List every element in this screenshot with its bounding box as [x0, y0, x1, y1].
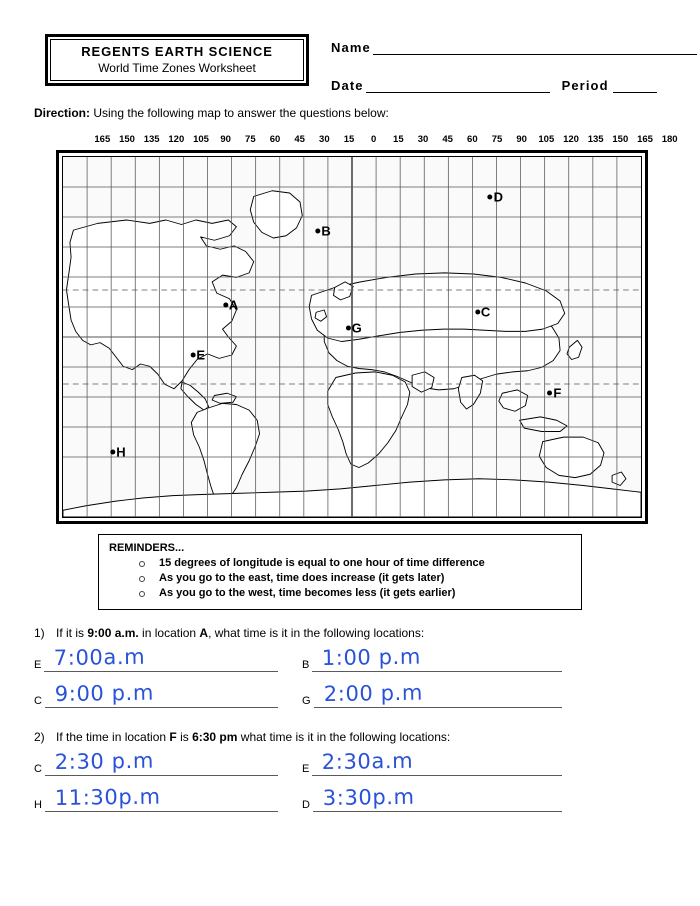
- answer-handwritten-value: 2:30 p.m: [54, 748, 155, 774]
- period-input[interactable]: [613, 79, 657, 93]
- title-box-inner: [50, 39, 304, 81]
- longitude-axis: [90, 134, 682, 150]
- direction-line: [34, 106, 389, 120]
- answer-input-q1-c[interactable]: [45, 680, 278, 708]
- question-1-answers: [34, 646, 674, 708]
- answer-handwritten-value: 2:30a.m: [322, 748, 414, 774]
- longitude-tick: 60: [269, 134, 281, 145]
- longitude-tick: 15: [393, 134, 404, 145]
- longitude-tick: 45: [294, 134, 305, 145]
- marker-label: F: [553, 385, 562, 401]
- prompt-part: is: [176, 730, 193, 744]
- longitude-tick: 180: [661, 134, 678, 145]
- question-2-prompt: [34, 730, 674, 744]
- answer-location-label: C: [34, 695, 42, 707]
- longitude-tick: 120: [168, 134, 185, 145]
- map-frame: [56, 150, 648, 524]
- longitude-tick: 150: [612, 134, 629, 145]
- question-1-number: 1): [34, 626, 45, 640]
- question-2-number: 2): [34, 730, 45, 744]
- longitude-tick: 165: [94, 134, 111, 145]
- longitude-tick: 150: [119, 134, 135, 145]
- answer-handwritten-value: 11:30p.m: [54, 784, 161, 810]
- world-map: [34, 134, 678, 532]
- prompt-part: in location: [138, 626, 200, 640]
- marker-label: A: [228, 297, 239, 313]
- worksheet-subtitle: World Time Zones Worksheet: [98, 61, 256, 75]
- name-row: [331, 40, 697, 55]
- date-row: [331, 78, 657, 93]
- name-label: Name: [331, 40, 371, 55]
- longitude-tick: 105: [538, 134, 555, 145]
- prompt-part: , what time is it in the following locations:: [208, 626, 425, 640]
- longitude-tick: 30: [417, 134, 429, 145]
- answer-input-q2-c[interactable]: [45, 748, 278, 776]
- longitude-tick: 120: [563, 134, 579, 145]
- answer-input-q2-d[interactable]: [313, 784, 562, 812]
- answer-input-q2-h[interactable]: [45, 784, 278, 812]
- answer-row-g: [302, 682, 562, 708]
- longitude-tick: 45: [442, 134, 453, 145]
- question-2-text: [56, 730, 450, 744]
- answer-location-label: E: [302, 763, 310, 775]
- longitude-tick: 0: [371, 134, 377, 145]
- answer-row-c: [34, 750, 278, 776]
- reminders-box: [98, 534, 582, 610]
- longitude-tick: 165: [637, 134, 653, 145]
- answer-handwritten-value: 9:00 p.m: [54, 680, 155, 706]
- prompt-part: what time is it in the following locations:: [237, 730, 451, 744]
- reminder-item: 15 degrees of longitude is equal to one hour of time difference: [109, 556, 571, 571]
- answer-location-label: C: [34, 763, 42, 775]
- marker-label: E: [196, 347, 206, 363]
- question-1-text: [56, 626, 424, 640]
- direction-text: Using the following map to answer the questions below:: [90, 106, 389, 120]
- question-1-prompt: [34, 626, 674, 640]
- answer-handwritten-value: 1:00 p.m: [322, 644, 422, 670]
- prompt-emphasis: F: [169, 730, 177, 744]
- reminder-item: As you go to the east, time does increase (it gets later): [109, 571, 571, 586]
- marker-label: D: [493, 189, 504, 205]
- answer-input-q1-b[interactable]: [312, 644, 562, 672]
- prompt-emphasis: A: [199, 626, 209, 640]
- longitude-tick: 75: [491, 134, 503, 145]
- answer-location-label: H: [34, 799, 42, 811]
- period-label: Period: [561, 78, 609, 93]
- prompt-part: If it is: [56, 626, 88, 640]
- worksheet-title: REGENTS EARTH SCIENCE: [81, 44, 273, 59]
- answer-handwritten-value: 3:30p.m: [322, 784, 415, 810]
- date-input[interactable]: [366, 79, 550, 93]
- answer-location-label: E: [34, 659, 42, 671]
- marker-label: H: [116, 444, 126, 460]
- worksheet-header: [0, 0, 700, 120]
- answer-handwritten-value: 7:00a.m: [54, 644, 146, 670]
- answer-location-label: G: [302, 695, 311, 707]
- longitude-tick: 15: [343, 134, 355, 145]
- answer-row-b: [302, 646, 562, 672]
- reminders-list: [109, 556, 571, 601]
- longitude-tick: 90: [220, 134, 231, 145]
- longitude-tick: 75: [245, 134, 256, 145]
- answer-input-q1-g[interactable]: [314, 680, 562, 708]
- answer-input-q1-e[interactable]: [44, 644, 278, 672]
- answer-location-label: D: [302, 799, 310, 811]
- answer-row-e: [34, 646, 278, 672]
- answer-row-c: [34, 682, 278, 708]
- reminders-title: REMINDERS...: [109, 542, 185, 554]
- name-input[interactable]: [373, 41, 697, 55]
- longitude-tick: 90: [516, 134, 527, 145]
- longitude-tick: 135: [587, 134, 604, 145]
- prompt-emphasis: 6:30 pm: [192, 730, 238, 744]
- prompt-emphasis: 9:00 a.m.: [87, 626, 139, 640]
- answer-handwritten-value: 2:00 p.m: [323, 680, 423, 706]
- prompt-part: If the time in location: [56, 730, 170, 744]
- marker-label: B: [321, 223, 331, 239]
- answer-row-e: [302, 750, 562, 776]
- marker-label: C: [480, 304, 491, 320]
- answer-row-h: [34, 786, 278, 812]
- direction-prefix: Direction:: [34, 106, 91, 120]
- question-1: [34, 626, 674, 708]
- map-graphic: [63, 157, 641, 517]
- question-2-answers: [34, 750, 674, 812]
- date-label: Date: [331, 78, 364, 93]
- reminder-item: As you go to the west, time becomes less (it gets earlier): [109, 586, 571, 601]
- title-box: [45, 34, 309, 86]
- marker-label: G: [351, 320, 362, 336]
- map-canvas: [62, 156, 642, 518]
- question-2: [34, 730, 674, 812]
- longitude-tick: 60: [467, 134, 478, 145]
- answer-row-d: [302, 786, 562, 812]
- longitude-tick: 135: [143, 134, 160, 145]
- answer-location-label: B: [302, 659, 310, 671]
- longitude-tick: 105: [193, 134, 209, 145]
- answer-input-q2-e[interactable]: [312, 748, 562, 776]
- longitude-tick: 30: [319, 134, 330, 145]
